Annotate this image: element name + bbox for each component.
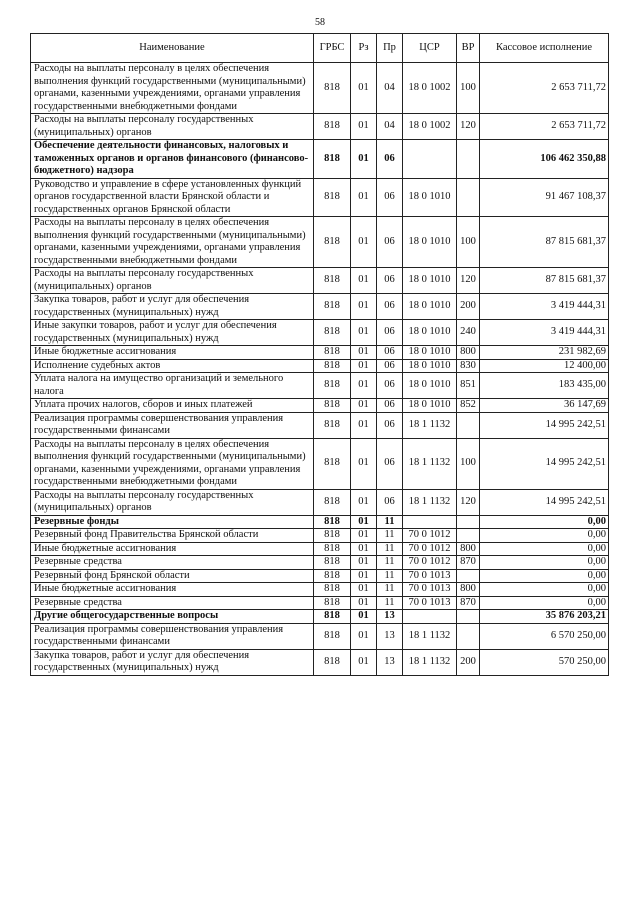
header-csr: ЦСР xyxy=(403,34,457,63)
table-row xyxy=(31,412,609,438)
cell-rz: 01 xyxy=(351,438,377,489)
cell-pr: 06 xyxy=(377,346,403,360)
cell-grbs: 818 xyxy=(314,542,351,556)
cell-name: Резервные фонды xyxy=(31,515,314,529)
cell-grbs: 818 xyxy=(314,556,351,570)
cell-amount: 0,00 xyxy=(480,529,609,543)
cell-rz: 01 xyxy=(351,140,377,179)
cell-pr: 11 xyxy=(377,556,403,570)
cell-csr: 70 0 1013 xyxy=(403,583,457,597)
cell-name: Иные бюджетные ассигнования xyxy=(31,542,314,556)
cell-csr xyxy=(403,610,457,624)
table-row xyxy=(31,320,609,346)
cell-name: Обеспечение деятельности финансовых, налоговых и таможенных органов и органов финансового (финансово-бюджетного) надзора xyxy=(31,140,314,179)
cell-amount: 87 815 681,37 xyxy=(480,217,609,268)
cell-name: Расходы на выплаты персоналу государственных (муниципальных) органов xyxy=(31,114,314,140)
cell-pr: 11 xyxy=(377,583,403,597)
cell-pr: 11 xyxy=(377,596,403,610)
cell-amount: 0,00 xyxy=(480,596,609,610)
cell-vr xyxy=(457,412,480,438)
cell-vr xyxy=(457,529,480,543)
cell-grbs: 818 xyxy=(314,140,351,179)
cell-grbs: 818 xyxy=(314,610,351,624)
cell-vr: 800 xyxy=(457,583,480,597)
cell-amount: 0,00 xyxy=(480,583,609,597)
cell-csr xyxy=(403,140,457,179)
cell-amount: 35 876 203,21 xyxy=(480,610,609,624)
cell-vr xyxy=(457,569,480,583)
cell-pr: 11 xyxy=(377,542,403,556)
cell-name: Закупка товаров, работ и услуг для обеспечения государственных (муниципальных) нужд xyxy=(31,294,314,320)
cell-rz: 01 xyxy=(351,399,377,413)
cell-grbs: 818 xyxy=(314,294,351,320)
cell-name: Иные бюджетные ассигнования xyxy=(31,583,314,597)
table-row xyxy=(31,217,609,268)
cell-amount: 0,00 xyxy=(480,515,609,529)
cell-grbs: 818 xyxy=(314,268,351,294)
cell-csr: 18 1 1132 xyxy=(403,438,457,489)
table-row xyxy=(31,140,609,179)
cell-name: Расходы на выплаты персоналу государственных (муниципальных) органов xyxy=(31,268,314,294)
table-row xyxy=(31,268,609,294)
cell-rz: 01 xyxy=(351,346,377,360)
cell-vr xyxy=(457,623,480,649)
cell-csr: 70 0 1012 xyxy=(403,556,457,570)
table-row xyxy=(31,63,609,114)
cell-grbs: 818 xyxy=(314,569,351,583)
cell-amount: 3 419 444,31 xyxy=(480,294,609,320)
cell-rz: 01 xyxy=(351,649,377,675)
table-row xyxy=(31,556,609,570)
cell-grbs: 818 xyxy=(314,114,351,140)
header-vr: ВР xyxy=(457,34,480,63)
cell-vr: 100 xyxy=(457,438,480,489)
cell-grbs: 818 xyxy=(314,623,351,649)
cell-name: Расходы на выплаты персоналу в целях обеспечения выполнения функций государственными (муниципальными) органами, казенными учреждениями, органами управления государственными внебюджетными фондами xyxy=(31,217,314,268)
cell-rz: 01 xyxy=(351,569,377,583)
cell-amount: 0,00 xyxy=(480,556,609,570)
cell-csr xyxy=(403,515,457,529)
table-row xyxy=(31,359,609,373)
cell-csr: 18 0 1010 xyxy=(403,178,457,217)
table-row xyxy=(31,596,609,610)
table-row xyxy=(31,623,609,649)
cell-name: Закупка товаров, работ и услуг для обеспечения государственных (муниципальных) нужд xyxy=(31,649,314,675)
cell-name: Другие общегосударственные вопросы xyxy=(31,610,314,624)
cell-grbs: 818 xyxy=(314,63,351,114)
cell-grbs: 818 xyxy=(314,373,351,399)
page-number: 58 xyxy=(315,17,325,28)
cell-amount: 106 462 350,88 xyxy=(480,140,609,179)
cell-csr: 70 0 1012 xyxy=(403,542,457,556)
cell-rz: 01 xyxy=(351,320,377,346)
cell-csr: 18 0 1010 xyxy=(403,217,457,268)
cell-csr: 18 1 1132 xyxy=(403,623,457,649)
table-row xyxy=(31,178,609,217)
cell-amount: 2 653 711,72 xyxy=(480,63,609,114)
cell-rz: 01 xyxy=(351,596,377,610)
cell-amount: 87 815 681,37 xyxy=(480,268,609,294)
cell-amount: 14 995 242,51 xyxy=(480,489,609,515)
cell-grbs: 818 xyxy=(314,649,351,675)
cell-grbs: 818 xyxy=(314,320,351,346)
cell-grbs: 818 xyxy=(314,489,351,515)
cell-csr: 18 0 1010 xyxy=(403,399,457,413)
cell-name: Иные бюджетные ассигнования xyxy=(31,346,314,360)
table-row xyxy=(31,569,609,583)
cell-csr: 18 0 1010 xyxy=(403,359,457,373)
cell-amount: 183 435,00 xyxy=(480,373,609,399)
cell-csr: 18 1 1132 xyxy=(403,489,457,515)
table-row xyxy=(31,529,609,543)
cell-grbs: 818 xyxy=(314,515,351,529)
cell-amount: 6 570 250,00 xyxy=(480,623,609,649)
cell-grbs: 818 xyxy=(314,529,351,543)
cell-vr: 800 xyxy=(457,346,480,360)
cell-pr: 06 xyxy=(377,178,403,217)
cell-grbs: 818 xyxy=(314,596,351,610)
cell-pr: 11 xyxy=(377,569,403,583)
table-row xyxy=(31,438,609,489)
cell-name: Уплата прочих налогов, сборов и иных платежей xyxy=(31,399,314,413)
cell-pr: 06 xyxy=(377,217,403,268)
cell-amount: 0,00 xyxy=(480,569,609,583)
cell-pr: 06 xyxy=(377,399,403,413)
table-row xyxy=(31,114,609,140)
cell-name: Реализация программы совершенствования управления государственными финансами xyxy=(31,623,314,649)
cell-pr: 06 xyxy=(377,373,403,399)
cell-pr: 13 xyxy=(377,623,403,649)
cell-grbs: 818 xyxy=(314,359,351,373)
cell-grbs: 818 xyxy=(314,399,351,413)
cell-csr: 18 0 1010 xyxy=(403,320,457,346)
cell-vr: 851 xyxy=(457,373,480,399)
cell-rz: 01 xyxy=(351,542,377,556)
cell-amount: 36 147,69 xyxy=(480,399,609,413)
cell-amount: 2 653 711,72 xyxy=(480,114,609,140)
cell-grbs: 818 xyxy=(314,346,351,360)
cell-csr: 18 0 1002 xyxy=(403,114,457,140)
cell-grbs: 818 xyxy=(314,217,351,268)
cell-name: Исполнение судебных актов xyxy=(31,359,314,373)
header-name: Наименование xyxy=(31,34,314,63)
table-row xyxy=(31,294,609,320)
cell-amount: 14 995 242,51 xyxy=(480,438,609,489)
cell-csr: 18 0 1010 xyxy=(403,268,457,294)
cell-amount: 14 995 242,51 xyxy=(480,412,609,438)
cell-vr: 200 xyxy=(457,649,480,675)
table-body xyxy=(31,63,609,676)
cell-grbs: 818 xyxy=(314,412,351,438)
cell-rz: 01 xyxy=(351,529,377,543)
header-rz: Рз xyxy=(351,34,377,63)
cell-pr: 06 xyxy=(377,489,403,515)
cell-rz: 01 xyxy=(351,359,377,373)
cell-amount: 12 400,00 xyxy=(480,359,609,373)
budget-table xyxy=(30,33,609,676)
cell-rz: 01 xyxy=(351,412,377,438)
header-amount: Кассовое исполнение xyxy=(480,34,609,63)
cell-vr: 200 xyxy=(457,294,480,320)
header-grbs: ГРБС xyxy=(314,34,351,63)
cell-name: Резервный фонд Правительства Брянской области xyxy=(31,529,314,543)
header-row xyxy=(31,34,609,63)
cell-name: Уплата налога на имущество организаций и земельного налога xyxy=(31,373,314,399)
cell-csr: 18 0 1002 xyxy=(403,63,457,114)
cell-name: Иные закупки товаров, работ и услуг для обеспечения государственных (муниципальных) нужд xyxy=(31,320,314,346)
cell-pr: 06 xyxy=(377,294,403,320)
table-row xyxy=(31,542,609,556)
cell-pr: 13 xyxy=(377,649,403,675)
table-row xyxy=(31,583,609,597)
cell-vr xyxy=(457,178,480,217)
cell-name: Расходы на выплаты персоналу в целях обеспечения выполнения функций государственными (муниципальными) органами, казенными учреждениями, органами управления государственными внебюджетными фондами xyxy=(31,63,314,114)
cell-rz: 01 xyxy=(351,373,377,399)
cell-grbs: 818 xyxy=(314,438,351,489)
cell-vr: 120 xyxy=(457,268,480,294)
table-row xyxy=(31,515,609,529)
table-row xyxy=(31,346,609,360)
cell-name: Руководство и управление в сфере установленных функций органов государственной власти Брянской области и государственных органов Брянской области xyxy=(31,178,314,217)
cell-amount: 570 250,00 xyxy=(480,649,609,675)
cell-grbs: 818 xyxy=(314,178,351,217)
cell-rz: 01 xyxy=(351,63,377,114)
cell-rz: 01 xyxy=(351,610,377,624)
table-row xyxy=(31,399,609,413)
cell-csr: 70 0 1013 xyxy=(403,596,457,610)
cell-rz: 01 xyxy=(351,268,377,294)
table-row xyxy=(31,610,609,624)
cell-vr: 100 xyxy=(457,63,480,114)
cell-rz: 01 xyxy=(351,623,377,649)
cell-rz: 01 xyxy=(351,178,377,217)
cell-vr: 870 xyxy=(457,596,480,610)
cell-vr: 830 xyxy=(457,359,480,373)
cell-rz: 01 xyxy=(351,217,377,268)
cell-amount: 91 467 108,37 xyxy=(480,178,609,217)
table-row xyxy=(31,649,609,675)
cell-vr: 100 xyxy=(457,217,480,268)
cell-vr: 852 xyxy=(457,399,480,413)
cell-pr: 13 xyxy=(377,610,403,624)
cell-pr: 04 xyxy=(377,114,403,140)
cell-csr: 18 0 1010 xyxy=(403,346,457,360)
cell-csr: 70 0 1012 xyxy=(403,529,457,543)
cell-csr: 18 1 1132 xyxy=(403,412,457,438)
cell-pr: 06 xyxy=(377,320,403,346)
cell-grbs: 818 xyxy=(314,583,351,597)
cell-amount: 231 982,69 xyxy=(480,346,609,360)
cell-rz: 01 xyxy=(351,114,377,140)
cell-pr: 06 xyxy=(377,412,403,438)
cell-vr xyxy=(457,515,480,529)
cell-pr: 11 xyxy=(377,515,403,529)
cell-pr: 06 xyxy=(377,438,403,489)
cell-csr: 18 0 1010 xyxy=(403,373,457,399)
cell-csr: 70 0 1013 xyxy=(403,569,457,583)
cell-vr: 120 xyxy=(457,489,480,515)
cell-pr: 11 xyxy=(377,529,403,543)
cell-name: Реализация программы совершенствования управления государственными финансами xyxy=(31,412,314,438)
cell-rz: 01 xyxy=(351,489,377,515)
cell-vr: 800 xyxy=(457,542,480,556)
cell-amount: 3 419 444,31 xyxy=(480,320,609,346)
cell-name: Резервный фонд Брянской области xyxy=(31,569,314,583)
cell-pr: 06 xyxy=(377,268,403,294)
header-pr: Пр xyxy=(377,34,403,63)
cell-amount: 0,00 xyxy=(480,542,609,556)
cell-pr: 06 xyxy=(377,140,403,179)
cell-name: Резервные средства xyxy=(31,596,314,610)
cell-vr: 240 xyxy=(457,320,480,346)
cell-vr: 120 xyxy=(457,114,480,140)
cell-pr: 06 xyxy=(377,359,403,373)
cell-rz: 01 xyxy=(351,515,377,529)
cell-csr: 18 0 1010 xyxy=(403,294,457,320)
cell-name: Расходы на выплаты персоналу государственных (муниципальных) органов xyxy=(31,489,314,515)
cell-rz: 01 xyxy=(351,583,377,597)
cell-rz: 01 xyxy=(351,556,377,570)
cell-name: Резервные средства xyxy=(31,556,314,570)
cell-rz: 01 xyxy=(351,294,377,320)
cell-vr xyxy=(457,610,480,624)
cell-vr: 870 xyxy=(457,556,480,570)
table-row xyxy=(31,373,609,399)
table-row xyxy=(31,489,609,515)
cell-csr: 18 1 1132 xyxy=(403,649,457,675)
cell-pr: 04 xyxy=(377,63,403,114)
cell-name: Расходы на выплаты персоналу в целях обеспечения выполнения функций государственными (муниципальными) органами, казенными учреждениями, органами управления государственными внебюджетными фондами xyxy=(31,438,314,489)
cell-vr xyxy=(457,140,480,179)
